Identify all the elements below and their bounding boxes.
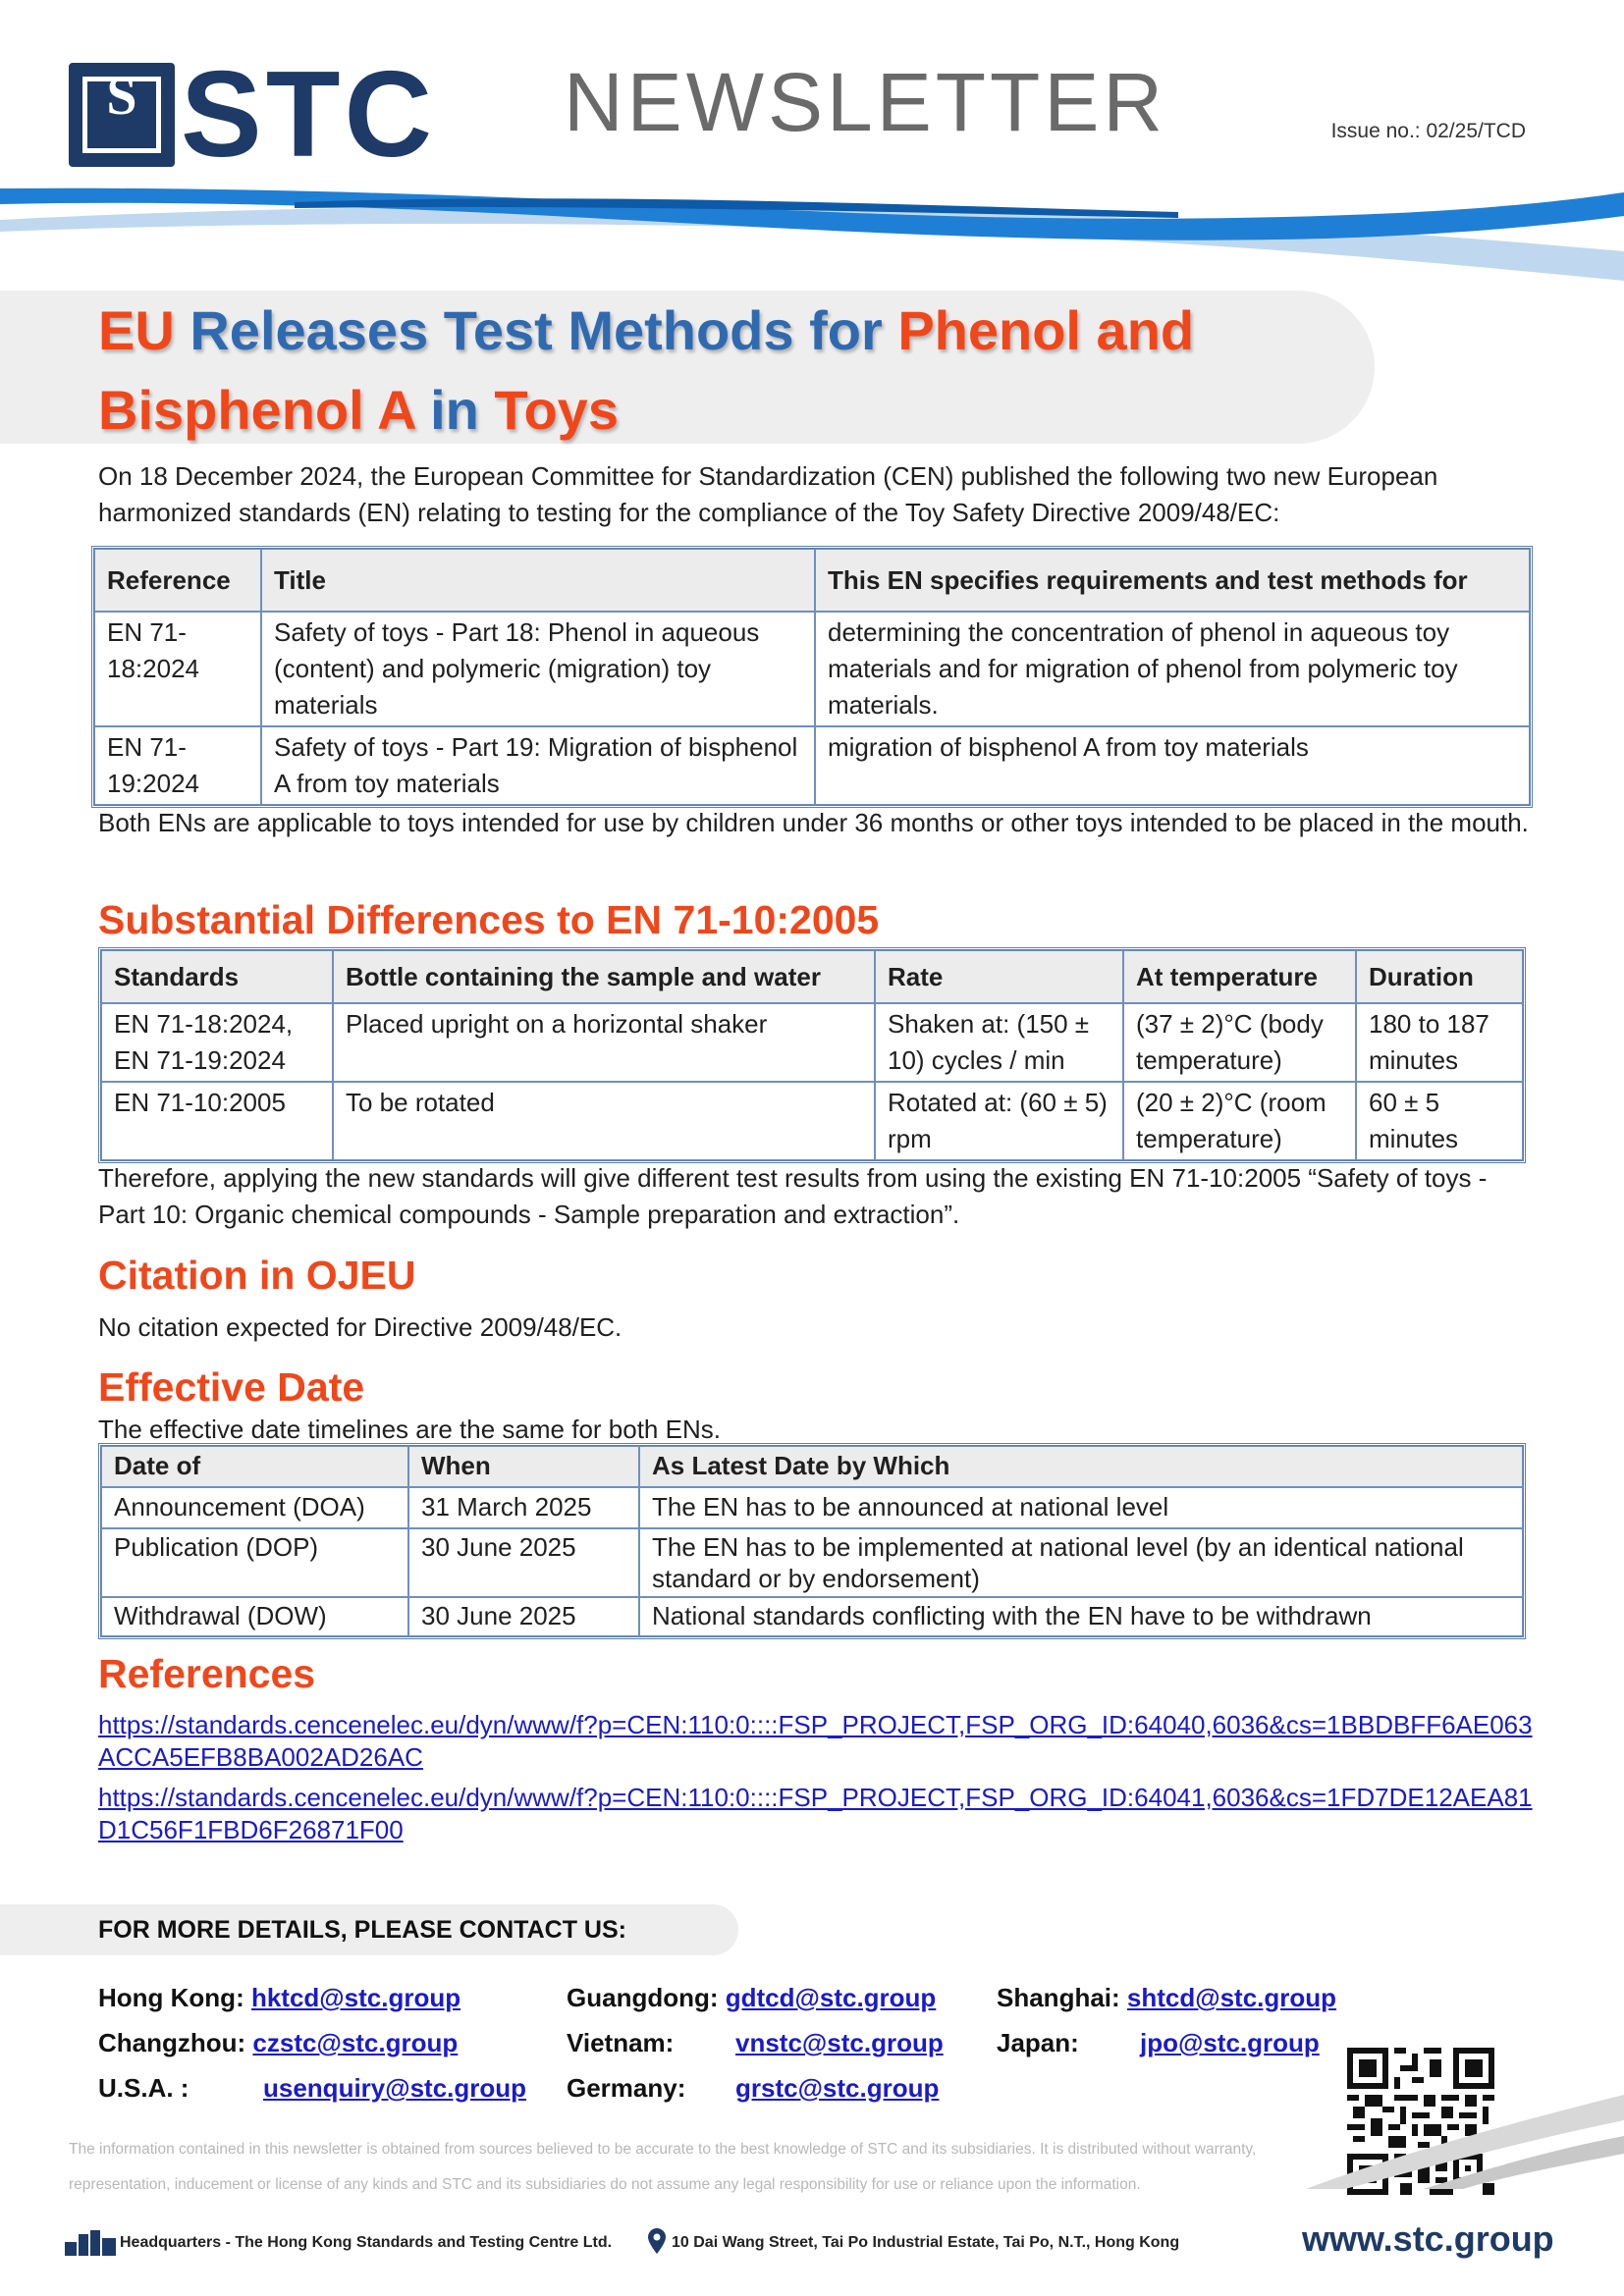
email-link-hong-kong[interactable]: hktcd@stc.group bbox=[250, 1983, 461, 2012]
contact-usa bbox=[98, 2073, 526, 2104]
email-link-guangdong[interactable]: gdtcd@stc.group bbox=[725, 1983, 937, 2012]
reference-link-2[interactable]: https://standards.cencenelec.eu/dyn/www/f?p=CEN:110:0::::FSP_PROJECT,FSP_ORG_ID:64041,6036&cs=1FD7DE12AEA81D1C56F1FBD6F26871F00 bbox=[98, 1783, 1533, 1844]
header-swoosh bbox=[0, 183, 1624, 291]
page-title bbox=[98, 291, 1335, 450]
table-header: When bbox=[408, 1446, 639, 1487]
stc-logo bbox=[69, 47, 436, 183]
contact-title: FOR MORE DETAILS, PLEASE CONTACT US: bbox=[98, 1916, 626, 1944]
logo-text: STC bbox=[181, 47, 436, 183]
table-cell: Shaken at: (150 ± 10) cycles / min bbox=[875, 1003, 1123, 1082]
intro-paragraph: On 18 December 2024, the European Committee for Standardization (CEN) published the following two new European harmonized standards (EN) relating to testing for the compliance of the Toy Safety Directive 2009/48/EC: bbox=[98, 461, 1438, 527]
table-cell: 60 ± 5 minutes bbox=[1356, 1082, 1523, 1160]
email-link-usa[interactable]: usenquiry@stc.group bbox=[263, 2073, 527, 2103]
title-part-phenol: Phenol and Bisphenol A bbox=[98, 299, 1195, 441]
table-cell: Rotated at: (60 ± 5) rpm bbox=[875, 1082, 1123, 1160]
citation-paragraph: No citation expected for Directive 2009/48/EC. bbox=[98, 1312, 623, 1342]
table-cell: The EN has to be announced at national level bbox=[639, 1487, 1523, 1528]
table-cell: EN 71-18:2024 bbox=[94, 612, 261, 726]
headquarters-building-icon bbox=[65, 2230, 116, 2256]
table-row bbox=[101, 1487, 1523, 1528]
table-cell: determining the concentration of phenol in aqueous toy materials and for migration of phenol from polymeric toy materials. bbox=[815, 612, 1530, 726]
table-header: Reference bbox=[94, 549, 261, 612]
table-header: Bottle containing the sample and water bbox=[333, 950, 875, 1003]
email-link-japan[interactable]: jpo@stc.group bbox=[1140, 2028, 1320, 2057]
table-cell: EN 71-19:2024 bbox=[94, 726, 261, 805]
email-link-shanghai[interactable]: shtcd@stc.group bbox=[1126, 1983, 1337, 2012]
location-pin-icon bbox=[648, 2228, 666, 2254]
title-part-releases: Releases Test Methods for bbox=[174, 299, 898, 361]
table-row bbox=[94, 726, 1530, 805]
disclaimer: The information contained in this newsletter is obtained from sources believed to be accurate to the best knowledge of STC and its subsidiaries. It is distributed without warranty, representation, inducement or license of any kinds and STC and its subsidiaries do not assume any legal responsibility for use or reliance upon the information. bbox=[69, 2141, 1257, 2193]
contact-shanghai bbox=[997, 1983, 1336, 2013]
standards-table bbox=[91, 546, 1533, 808]
headquarters-text: Headquarters - The Hong Kong Standards and Testing Centre Ltd. bbox=[120, 2234, 613, 2251]
table-row bbox=[101, 1528, 1523, 1597]
contact-germany bbox=[567, 2073, 939, 2104]
contact-guangdong bbox=[567, 1983, 936, 2013]
table-cell: Announcement (DOA) bbox=[101, 1487, 408, 1528]
effective-date-table bbox=[98, 1443, 1526, 1639]
contact-japan bbox=[997, 2028, 1320, 2058]
table-cell: EN 71-10:2005 bbox=[101, 1082, 333, 1160]
title-part-eu: EU bbox=[98, 299, 175, 361]
contact-label: Germany: bbox=[567, 2073, 686, 2103]
table-header: Date of bbox=[101, 1446, 408, 1487]
website-link[interactable]: www.stc.group bbox=[1302, 2218, 1554, 2259]
table-cell: 31 March 2025 bbox=[408, 1487, 639, 1528]
table-cell: National standards conflicting with the EN have to be withdrawn bbox=[639, 1597, 1523, 1636]
table-cell: To be rotated bbox=[333, 1082, 875, 1160]
table-header: At temperature bbox=[1123, 950, 1356, 1003]
logo-glyph: S bbox=[106, 66, 137, 127]
contact-label: U.S.A. : bbox=[98, 2073, 189, 2103]
table-header: Duration bbox=[1356, 950, 1523, 1003]
table-cell: Safety of toys - Part 19: Migration of bisphenol A from toy materials bbox=[261, 726, 815, 805]
table-cell: 30 June 2025 bbox=[408, 1528, 639, 1597]
contact-hong-kong bbox=[98, 1983, 460, 2013]
table-cell: Publication (DOP) bbox=[101, 1528, 408, 1597]
table-cell: (37 ± 2)°C (body temperature) bbox=[1123, 1003, 1356, 1082]
contact-vietnam bbox=[567, 2028, 944, 2058]
newsletter-heading: NEWSLETTER bbox=[564, 56, 1167, 148]
differences-table bbox=[98, 947, 1526, 1163]
table-cell: Placed upright on a horizontal shaker bbox=[333, 1003, 875, 1082]
contact-label: Vietnam: bbox=[567, 2028, 675, 2057]
reference-link-1[interactable]: https://standards.cencenelec.eu/dyn/www/f?p=CEN:110:0::::FSP_PROJECT,FSP_ORG_ID:64040,6036&cs=1BBDBFF6AE063ACCA5EFB8BA002AD26AC bbox=[98, 1710, 1533, 1772]
table-row bbox=[101, 1082, 1523, 1160]
reference-list-2 bbox=[98, 1782, 1542, 1846]
contact-changzhou bbox=[98, 2028, 458, 2058]
table-cell: migration of bisphenol A from toy materials bbox=[815, 726, 1530, 805]
contact-label: Changzhou: bbox=[98, 2028, 246, 2057]
table-header: Standards bbox=[101, 950, 333, 1003]
contact-label: Guangdong: bbox=[567, 1983, 719, 2012]
table-cell: The EN has to be implemented at national level (by an identical national standard or by endorsement) bbox=[639, 1528, 1523, 1597]
table-cell: Safety of toys - Part 18: Phenol in aqueous (content) and polymeric (migration) toy materials bbox=[261, 612, 815, 726]
contact-label: Hong Kong: bbox=[98, 1983, 244, 2012]
applicability-paragraph: Both ENs are applicable to toys intended for use by children under 36 months or other toys intended to be placed in the mouth. bbox=[98, 808, 1529, 837]
email-link-vietnam[interactable]: vnstc@stc.group bbox=[735, 2028, 944, 2057]
email-link-changzhou[interactable]: czstc@stc.group bbox=[252, 2028, 459, 2057]
contact-label: Japan: bbox=[997, 2028, 1079, 2057]
stc-logo-icon bbox=[69, 63, 175, 167]
section-heading-differences: Substantial Differences to EN 71-10:2005 bbox=[98, 897, 880, 942]
footer-swoosh bbox=[1306, 2081, 1624, 2189]
address-text: 10 Dai Wang Street, Tai Po Industrial Estate, Tai Po, N.T., Hong Kong bbox=[672, 2234, 1180, 2251]
issue-number: Issue no.: 02/25/TCD bbox=[1330, 120, 1526, 142]
table-cell: EN 71-18:2024, EN 71-19:2024 bbox=[101, 1003, 333, 1082]
table-cell: 180 to 187 minutes bbox=[1356, 1003, 1523, 1082]
email-link-germany[interactable]: grstc@stc.group bbox=[735, 2073, 940, 2103]
table-row bbox=[101, 1597, 1523, 1636]
table-cell: Withdrawal (DOW) bbox=[101, 1597, 408, 1636]
table-row bbox=[94, 612, 1530, 726]
table-row bbox=[101, 1003, 1523, 1082]
reference-list bbox=[98, 1709, 1542, 1774]
section-heading-effective-date: Effective Date bbox=[98, 1364, 365, 1410]
contact-label: Shanghai: bbox=[997, 1983, 1120, 2012]
title-part-toys: Toys bbox=[494, 379, 619, 441]
table-cell: 30 June 2025 bbox=[408, 1597, 639, 1636]
table-header: As Latest Date by Which bbox=[639, 1446, 1523, 1487]
table-header: Title bbox=[261, 549, 815, 612]
section-heading-references: References bbox=[98, 1651, 316, 1696]
table-header: Rate bbox=[875, 950, 1123, 1003]
effective-paragraph: The effective date timelines are the same for both ENs. bbox=[98, 1415, 721, 1444]
table-cell: (20 ± 2)°C (room temperature) bbox=[1123, 1082, 1356, 1160]
therefore-paragraph: Therefore, applying the new standards will give different test results from using the existing EN 71-10:2005 “Safety of toys - Part 10: Organic chemical compounds - Sample preparation and extraction”. bbox=[98, 1163, 1488, 1229]
table-header: This EN specifies requirements and test methods for bbox=[815, 549, 1530, 612]
section-heading-citation: Citation in OJEU bbox=[98, 1253, 416, 1298]
title-part-in: in bbox=[414, 379, 495, 441]
